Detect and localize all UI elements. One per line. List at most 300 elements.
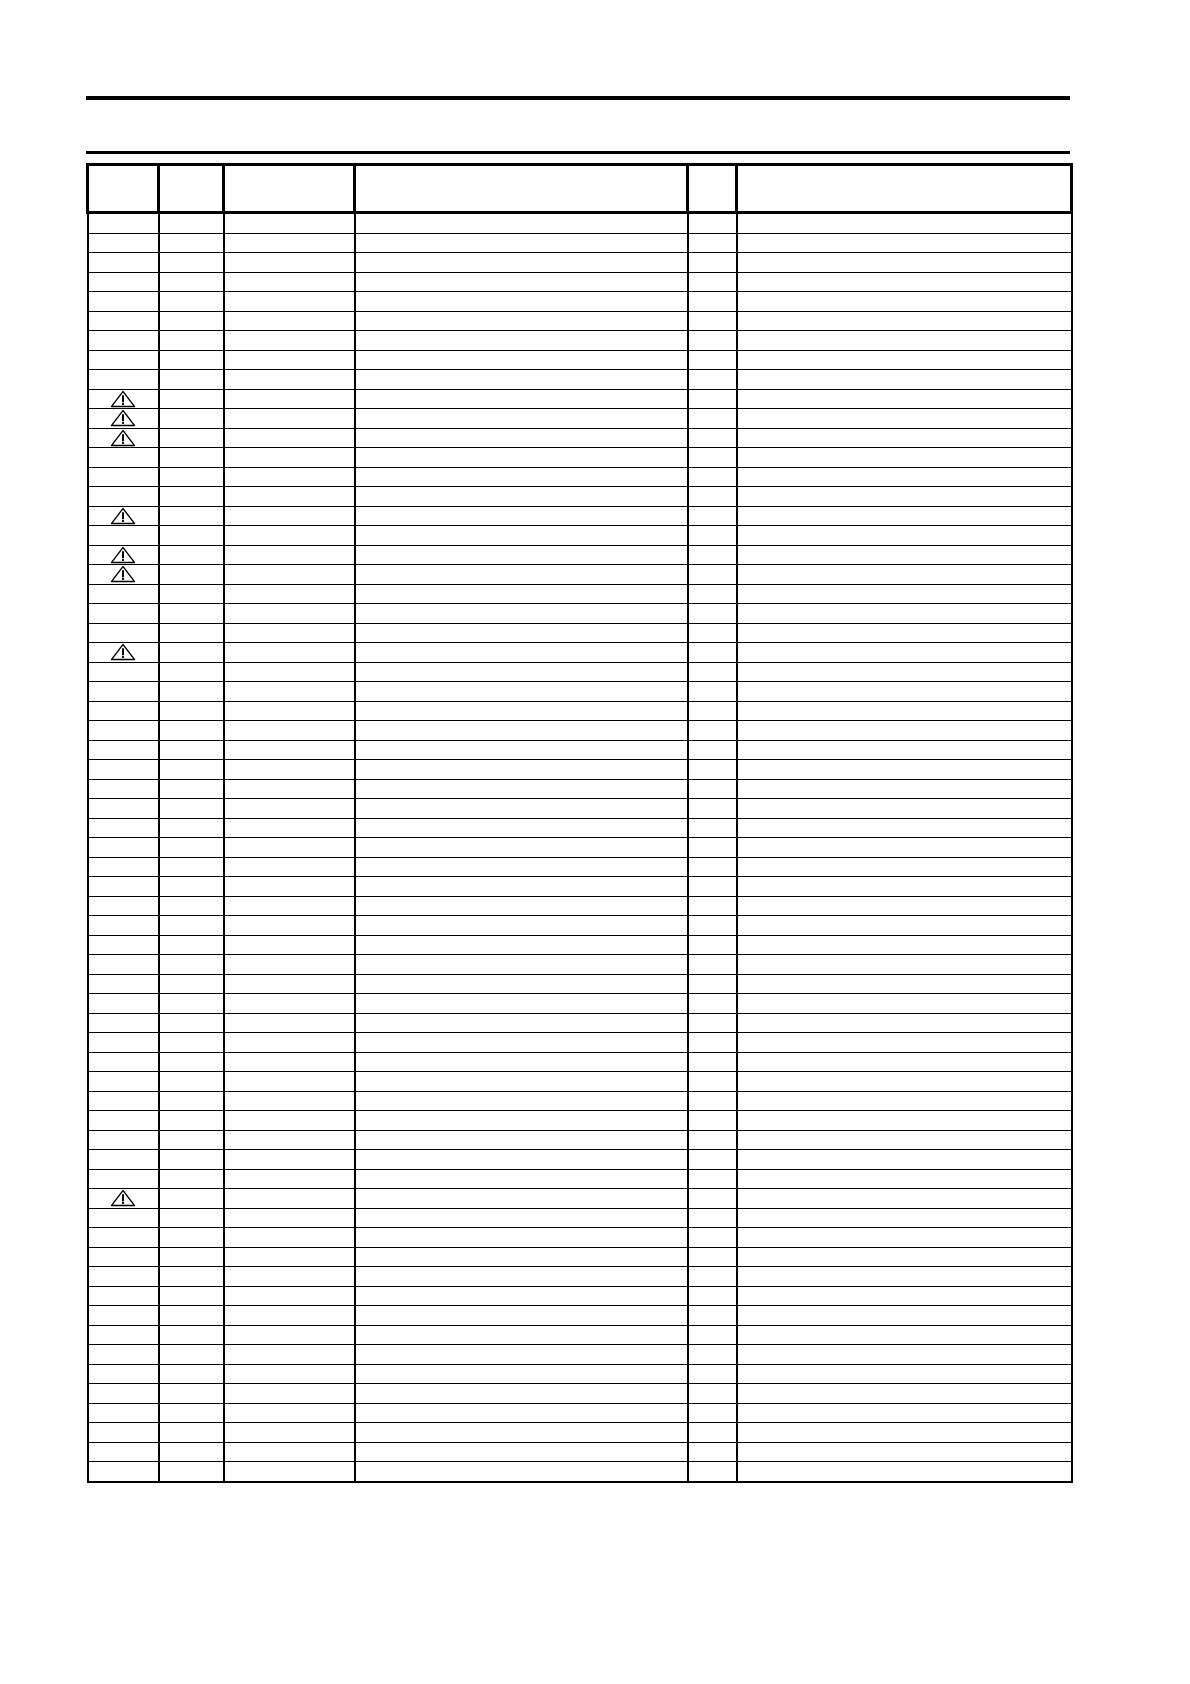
cell-mark <box>88 896 159 916</box>
cell-ref <box>159 604 224 624</box>
cell-remarks <box>737 857 1072 877</box>
cell-ref <box>159 1091 224 1111</box>
cell-ref <box>159 779 224 799</box>
cell-qty <box>688 818 737 838</box>
table-row <box>88 1364 1072 1384</box>
cell-description <box>355 389 688 409</box>
cell-ref <box>159 467 224 487</box>
cell-qty <box>688 311 737 331</box>
cell-description <box>355 526 688 546</box>
cell-mark <box>88 701 159 721</box>
cell-ref <box>159 1130 224 1150</box>
cell-description <box>355 1306 688 1326</box>
cell-qty <box>688 506 737 526</box>
table-row <box>88 799 1072 819</box>
cell-mark <box>88 838 159 858</box>
table-row <box>88 818 1072 838</box>
cell-part-no <box>224 604 355 624</box>
cell-ref <box>159 994 224 1014</box>
cell-ref <box>159 974 224 994</box>
cell-remarks <box>737 682 1072 702</box>
cell-remarks <box>737 565 1072 585</box>
table-row <box>88 1247 1072 1267</box>
cell-mark <box>88 448 159 468</box>
cell-mark <box>88 1403 159 1423</box>
cell-remarks <box>737 838 1072 858</box>
cell-part-no <box>224 643 355 663</box>
cell-description <box>355 799 688 819</box>
cell-remarks <box>737 760 1072 780</box>
cell-part-no <box>224 1442 355 1462</box>
cell-qty <box>688 1130 737 1150</box>
cell-mark <box>88 233 159 253</box>
cell-ref <box>159 662 224 682</box>
cell-qty <box>688 292 737 312</box>
cell-qty <box>688 1247 737 1267</box>
table-row <box>88 350 1072 370</box>
cell-qty <box>688 545 737 565</box>
table-row <box>88 448 1072 468</box>
cell-qty <box>688 1189 737 1209</box>
table-row <box>88 526 1072 546</box>
cell-qty <box>688 409 737 429</box>
cell-ref <box>159 506 224 526</box>
cell-qty <box>688 838 737 858</box>
cell-description <box>355 1325 688 1345</box>
cell-qty <box>688 233 737 253</box>
cell-part-no <box>224 740 355 760</box>
table-row <box>88 389 1072 409</box>
cell-remarks <box>737 623 1072 643</box>
cell-part-no <box>224 565 355 585</box>
cell-qty <box>688 467 737 487</box>
cell-part-no <box>224 1247 355 1267</box>
cell-part-no <box>224 838 355 858</box>
cell-description <box>355 311 688 331</box>
cell-description <box>355 818 688 838</box>
cell-remarks <box>737 389 1072 409</box>
cell-description <box>355 1364 688 1384</box>
cell-description <box>355 292 688 312</box>
cell-remarks <box>737 701 1072 721</box>
table-row <box>88 213 1072 234</box>
cell-mark <box>88 272 159 292</box>
cell-remarks <box>737 896 1072 916</box>
table-row <box>88 760 1072 780</box>
cell-mark <box>88 1364 159 1384</box>
cell-mark <box>88 935 159 955</box>
cell-mark <box>88 1189 159 1209</box>
table-row <box>88 877 1072 897</box>
cell-qty <box>688 428 737 448</box>
cell-qty <box>688 487 737 507</box>
cell-mark <box>88 1130 159 1150</box>
table-row <box>88 994 1072 1014</box>
table-row <box>88 623 1072 643</box>
table-row <box>88 233 1072 253</box>
cell-part-no <box>224 1325 355 1345</box>
cell-mark <box>88 818 159 838</box>
cell-remarks <box>737 213 1072 234</box>
table-row <box>88 272 1072 292</box>
cell-description <box>355 1052 688 1072</box>
table-row <box>88 955 1072 975</box>
table-row <box>88 643 1072 663</box>
cell-ref <box>159 1169 224 1189</box>
cell-qty <box>688 584 737 604</box>
cell-remarks <box>737 877 1072 897</box>
cell-qty <box>688 1072 737 1092</box>
cell-description <box>355 740 688 760</box>
cell-description <box>355 1403 688 1423</box>
cell-description <box>355 916 688 936</box>
cell-remarks <box>737 916 1072 936</box>
cell-qty <box>688 721 737 741</box>
cell-mark <box>88 916 159 936</box>
cell-ref <box>159 1325 224 1345</box>
cell-ref <box>159 311 224 331</box>
cell-qty <box>688 974 737 994</box>
cell-description <box>355 721 688 741</box>
table-row <box>88 1442 1072 1462</box>
cell-remarks <box>737 506 1072 526</box>
cell-description <box>355 272 688 292</box>
cell-description <box>355 1247 688 1267</box>
cell-qty <box>688 1208 737 1228</box>
cell-qty <box>688 1306 737 1326</box>
cell-remarks <box>737 818 1072 838</box>
table-row <box>88 1169 1072 1189</box>
cell-mark <box>88 370 159 390</box>
table-row <box>88 916 1072 936</box>
cell-qty <box>688 1442 737 1462</box>
cell-remarks <box>737 643 1072 663</box>
cell-mark <box>88 292 159 312</box>
table-row <box>88 311 1072 331</box>
cell-qty <box>688 779 737 799</box>
cell-description <box>355 409 688 429</box>
table-row <box>88 331 1072 351</box>
cell-remarks <box>737 1013 1072 1033</box>
table-row <box>88 1286 1072 1306</box>
cell-qty <box>688 1052 737 1072</box>
cell-remarks <box>737 545 1072 565</box>
cell-remarks <box>737 1306 1072 1326</box>
cell-description <box>355 1033 688 1053</box>
cell-remarks <box>737 272 1072 292</box>
cell-qty <box>688 1111 737 1131</box>
cell-part-no <box>224 682 355 702</box>
table-row <box>88 1345 1072 1365</box>
table-row <box>88 896 1072 916</box>
table-row <box>88 604 1072 624</box>
cell-mark <box>88 1033 159 1053</box>
cell-qty <box>688 760 737 780</box>
cell-remarks <box>737 526 1072 546</box>
table-row <box>88 428 1072 448</box>
cell-description <box>355 604 688 624</box>
cell-part-no <box>224 1169 355 1189</box>
cell-description <box>355 643 688 663</box>
cell-qty <box>688 955 737 975</box>
cell-remarks <box>737 1325 1072 1345</box>
cell-description <box>355 1208 688 1228</box>
cell-part-no <box>224 701 355 721</box>
warning-triangle-icon <box>110 643 136 661</box>
cell-ref <box>159 682 224 702</box>
table-row <box>88 974 1072 994</box>
cell-description <box>355 1423 688 1443</box>
column-header-description <box>355 165 688 213</box>
cell-description <box>355 1442 688 1462</box>
cell-mark <box>88 1052 159 1072</box>
cell-mark <box>88 487 159 507</box>
cell-remarks <box>737 1033 1072 1053</box>
cell-remarks <box>737 994 1072 1014</box>
table-row <box>88 838 1072 858</box>
cell-mark <box>88 1247 159 1267</box>
cell-part-no <box>224 1189 355 1209</box>
cell-remarks <box>737 428 1072 448</box>
cell-mark <box>88 1423 159 1443</box>
cell-mark <box>88 1384 159 1404</box>
subheader-rule <box>86 151 1070 154</box>
cell-qty <box>688 1325 737 1345</box>
cell-part-no <box>224 584 355 604</box>
table-row <box>88 1189 1072 1209</box>
cell-remarks <box>737 1345 1072 1365</box>
cell-remarks <box>737 1267 1072 1287</box>
cell-mark <box>88 760 159 780</box>
cell-part-no <box>224 311 355 331</box>
cell-mark <box>88 721 159 741</box>
cell-description <box>355 974 688 994</box>
cell-mark <box>88 779 159 799</box>
cell-description <box>355 233 688 253</box>
cell-mark <box>88 740 159 760</box>
cell-ref <box>159 721 224 741</box>
cell-part-no <box>224 1286 355 1306</box>
cell-part-no <box>224 799 355 819</box>
cell-remarks <box>737 721 1072 741</box>
cell-ref <box>159 1150 224 1170</box>
cell-part-no <box>224 506 355 526</box>
cell-qty <box>688 701 737 721</box>
cell-part-no <box>224 428 355 448</box>
cell-description <box>355 994 688 1014</box>
cell-part-no <box>224 1072 355 1092</box>
cell-description <box>355 877 688 897</box>
cell-remarks <box>737 1403 1072 1423</box>
cell-part-no <box>224 370 355 390</box>
cell-remarks <box>737 1189 1072 1209</box>
table-row <box>88 545 1072 565</box>
cell-qty <box>688 857 737 877</box>
cell-ref <box>159 1013 224 1033</box>
cell-part-no <box>224 526 355 546</box>
column-header-qty <box>688 165 737 213</box>
cell-ref <box>159 584 224 604</box>
cell-remarks <box>737 487 1072 507</box>
table-row <box>88 1052 1072 1072</box>
cell-qty <box>688 896 737 916</box>
cell-qty <box>688 565 737 585</box>
table-row <box>88 584 1072 604</box>
cell-description <box>355 1169 688 1189</box>
table-row <box>88 1423 1072 1443</box>
cell-qty <box>688 1267 737 1287</box>
cell-remarks <box>737 1091 1072 1111</box>
cell-ref <box>159 1462 224 1482</box>
cell-remarks <box>737 1228 1072 1248</box>
warning-triangle-icon <box>110 390 136 408</box>
cell-ref <box>159 292 224 312</box>
cell-part-no <box>224 818 355 838</box>
cell-part-no <box>224 1052 355 1072</box>
cell-mark <box>88 1072 159 1092</box>
cell-mark <box>88 331 159 351</box>
cell-qty <box>688 1384 737 1404</box>
cell-remarks <box>737 779 1072 799</box>
cell-part-no <box>224 253 355 273</box>
cell-ref <box>159 350 224 370</box>
cell-ref <box>159 1247 224 1267</box>
column-header-ref <box>159 165 224 213</box>
cell-ref <box>159 1442 224 1462</box>
parts-list-table <box>86 163 1073 1483</box>
cell-qty <box>688 682 737 702</box>
cell-mark <box>88 1169 159 1189</box>
cell-description <box>355 1228 688 1248</box>
cell-part-no <box>224 350 355 370</box>
cell-qty <box>688 272 737 292</box>
cell-ref <box>159 916 224 936</box>
table-row <box>88 1111 1072 1131</box>
cell-remarks <box>737 1462 1072 1482</box>
cell-remarks <box>737 1150 1072 1170</box>
cell-remarks <box>737 370 1072 390</box>
cell-remarks <box>737 935 1072 955</box>
table-row <box>88 1325 1072 1345</box>
cell-part-no <box>224 994 355 1014</box>
cell-qty <box>688 799 737 819</box>
cell-qty <box>688 877 737 897</box>
cell-part-no <box>224 877 355 897</box>
cell-ref <box>159 1306 224 1326</box>
cell-part-no <box>224 292 355 312</box>
cell-mark <box>88 428 159 448</box>
table-row <box>88 1462 1072 1482</box>
cell-ref <box>159 1364 224 1384</box>
cell-description <box>355 1384 688 1404</box>
cell-mark <box>88 1267 159 1287</box>
cell-ref <box>159 799 224 819</box>
cell-mark <box>88 1111 159 1131</box>
cell-remarks <box>737 331 1072 351</box>
warning-triangle-icon <box>110 429 136 447</box>
cell-remarks <box>737 584 1072 604</box>
cell-remarks <box>737 311 1072 331</box>
table-row <box>88 682 1072 702</box>
cell-part-no <box>224 721 355 741</box>
cell-part-no <box>224 213 355 234</box>
cell-remarks <box>737 1130 1072 1150</box>
cell-part-no <box>224 1091 355 1111</box>
cell-ref <box>159 448 224 468</box>
table-row <box>88 1130 1072 1150</box>
cell-remarks <box>737 1052 1072 1072</box>
cell-mark <box>88 1228 159 1248</box>
cell-ref <box>159 838 224 858</box>
cell-remarks <box>737 662 1072 682</box>
cell-mark <box>88 1091 159 1111</box>
cell-qty <box>688 1423 737 1443</box>
table-row <box>88 487 1072 507</box>
cell-ref <box>159 1228 224 1248</box>
table-row <box>88 370 1072 390</box>
cell-ref <box>159 1423 224 1443</box>
cell-qty <box>688 994 737 1014</box>
cell-part-no <box>224 1228 355 1248</box>
cell-description <box>355 253 688 273</box>
cell-description <box>355 1150 688 1170</box>
cell-description <box>355 662 688 682</box>
cell-qty <box>688 604 737 624</box>
cell-remarks <box>737 409 1072 429</box>
cell-qty <box>688 623 737 643</box>
table-row <box>88 1306 1072 1326</box>
cell-ref <box>159 1384 224 1404</box>
cell-remarks <box>737 799 1072 819</box>
cell-part-no <box>224 1150 355 1170</box>
cell-description <box>355 370 688 390</box>
cell-remarks <box>737 1169 1072 1189</box>
cell-mark <box>88 565 159 585</box>
cell-description <box>355 682 688 702</box>
cell-description <box>355 955 688 975</box>
cell-description <box>355 857 688 877</box>
table-row <box>88 721 1072 741</box>
cell-mark <box>88 1150 159 1170</box>
cell-part-no <box>224 331 355 351</box>
cell-mark <box>88 213 159 234</box>
cell-description <box>355 331 688 351</box>
table-header-row <box>88 165 1072 213</box>
cell-description <box>355 1013 688 1033</box>
column-header-part-no <box>224 165 355 213</box>
cell-qty <box>688 1345 737 1365</box>
table-row <box>88 467 1072 487</box>
cell-mark <box>88 1286 159 1306</box>
cell-mark <box>88 994 159 1014</box>
cell-remarks <box>737 233 1072 253</box>
cell-ref <box>159 389 224 409</box>
cell-part-no <box>224 1013 355 1033</box>
cell-remarks <box>737 604 1072 624</box>
cell-part-no <box>224 916 355 936</box>
cell-qty <box>688 350 737 370</box>
cell-qty <box>688 1403 737 1423</box>
cell-description <box>355 545 688 565</box>
cell-part-no <box>224 974 355 994</box>
table-row <box>88 935 1072 955</box>
table-row <box>88 701 1072 721</box>
cell-mark <box>88 623 159 643</box>
cell-remarks <box>737 448 1072 468</box>
cell-remarks <box>737 1072 1072 1092</box>
cell-part-no <box>224 1384 355 1404</box>
cell-mark <box>88 311 159 331</box>
